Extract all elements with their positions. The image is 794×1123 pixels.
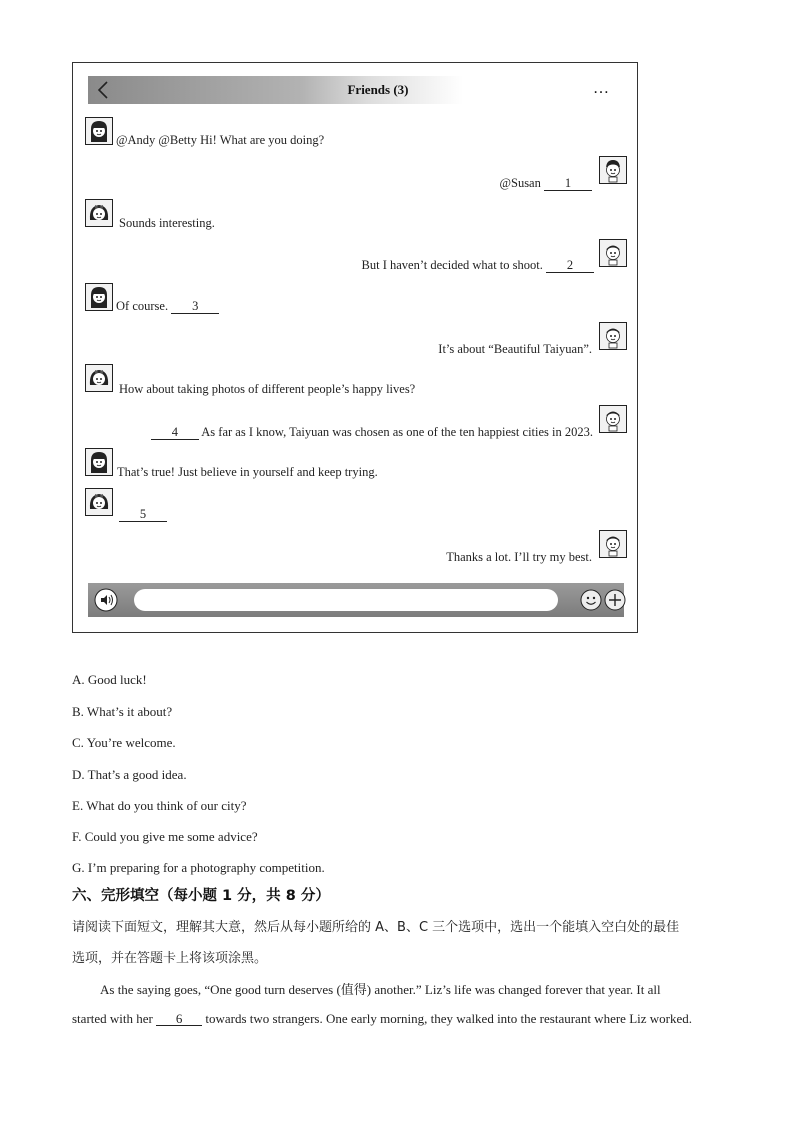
girl-face-icon (86, 449, 112, 475)
chat-message (119, 507, 167, 522)
girl-bow-face-icon (86, 365, 112, 391)
boy-face-icon (600, 406, 626, 432)
avatar-girl (85, 117, 113, 145)
option-a: A. Good luck! (72, 672, 147, 687)
answer-blank-4: 4 (151, 426, 199, 440)
more-options-icon[interactable]: … (593, 80, 610, 97)
chat-message (362, 258, 594, 273)
chat-message: Thanks a lot. I’ll try my best. (446, 550, 592, 564)
girl-bow-face-icon (86, 200, 112, 226)
avatar-boy (599, 322, 627, 350)
chat-title: Friends (3) (347, 82, 409, 97)
answer-blank-2: 2 (546, 259, 594, 273)
avatar-boy (599, 405, 627, 433)
back-arrow-icon[interactable] (94, 79, 114, 101)
message-input[interactable] (134, 589, 558, 611)
chat-screenshot (72, 62, 638, 633)
avatar-girl-bow (85, 488, 113, 516)
chat-message: Sounds interesting. (119, 216, 215, 230)
passage-text: started with her (72, 1011, 157, 1026)
answer-blank-6: 6 (156, 1012, 202, 1026)
message-text: As far as I know, Taiyuan was chosen as one of the ten happiest cities in 2023. (198, 425, 593, 439)
message-text: Of course. (116, 299, 172, 313)
boy-face-icon (600, 240, 626, 266)
option-g: G. I’m preparing for a photography competition. (72, 860, 325, 875)
option-e: E. What do you think of our city? (72, 798, 247, 813)
answer-blank-5: 5 (119, 508, 167, 522)
girl-face-icon (86, 118, 112, 144)
message-text: @Susan (499, 176, 544, 190)
avatar-boy (599, 530, 627, 558)
chat-message: That’s true! Just believe in yourself and keep trying. (117, 465, 378, 479)
instruction-line: 选项，并在答题卡上将该项涂黑。 (72, 951, 268, 966)
avatar-girl (85, 283, 113, 311)
answer-blank-3: 3 (171, 300, 219, 314)
voice-icon[interactable] (94, 588, 118, 612)
avatar-girl-bow (85, 364, 113, 392)
chat-message (151, 425, 593, 440)
chat-message: How about taking photos of different people’s happy lives? (119, 382, 416, 396)
avatar-girl-bow (85, 199, 113, 227)
passage-line (72, 1011, 692, 1027)
option-d: D. That’s a good idea. (72, 767, 187, 782)
avatar-boy (599, 156, 627, 184)
passage-line: As the saying goes, “One good turn deserves (值得) another.” Liz’s life was changed forever that year. It all (100, 982, 661, 997)
option-b: B. What’s it about? (72, 704, 173, 719)
option-c: C. You’re welcome. (72, 735, 176, 750)
message-text: But I haven’t decided what to shoot. (361, 258, 546, 272)
boy-face-icon (600, 531, 626, 557)
emoji-icon[interactable] (580, 589, 602, 611)
chat-input-bar (88, 583, 624, 617)
passage-text: towards two strangers. One early morning, they walked into the restaurant where Liz worked. (202, 1011, 692, 1026)
girl-face-icon (86, 284, 112, 310)
answer-blank-1: 1 (544, 177, 592, 191)
instruction-line: 请阅读下面短文，理解其大意，然后从每小题所给的 A、B、C 三个选项中，选出一个能填入空白处的最佳 (72, 920, 680, 935)
chat-message: It’s about “Beautiful Taiyuan”. (438, 342, 592, 356)
section-title: 六、完形填空（每小题 1 分，共 8 分） (72, 888, 330, 904)
avatar-girl (85, 448, 113, 476)
chat-message (116, 299, 219, 314)
chat-top-bar (88, 76, 624, 104)
chat-message (499, 176, 592, 191)
avatar-boy (599, 239, 627, 267)
boy-face-icon (600, 323, 626, 349)
option-f: F. Could you give me some advice? (72, 829, 258, 844)
chat-message: @Andy @Betty Hi! What are you doing? (116, 133, 325, 147)
plus-icon[interactable] (604, 589, 626, 611)
girl-bow-face-icon (86, 489, 112, 515)
boy-face-icon (600, 157, 626, 183)
